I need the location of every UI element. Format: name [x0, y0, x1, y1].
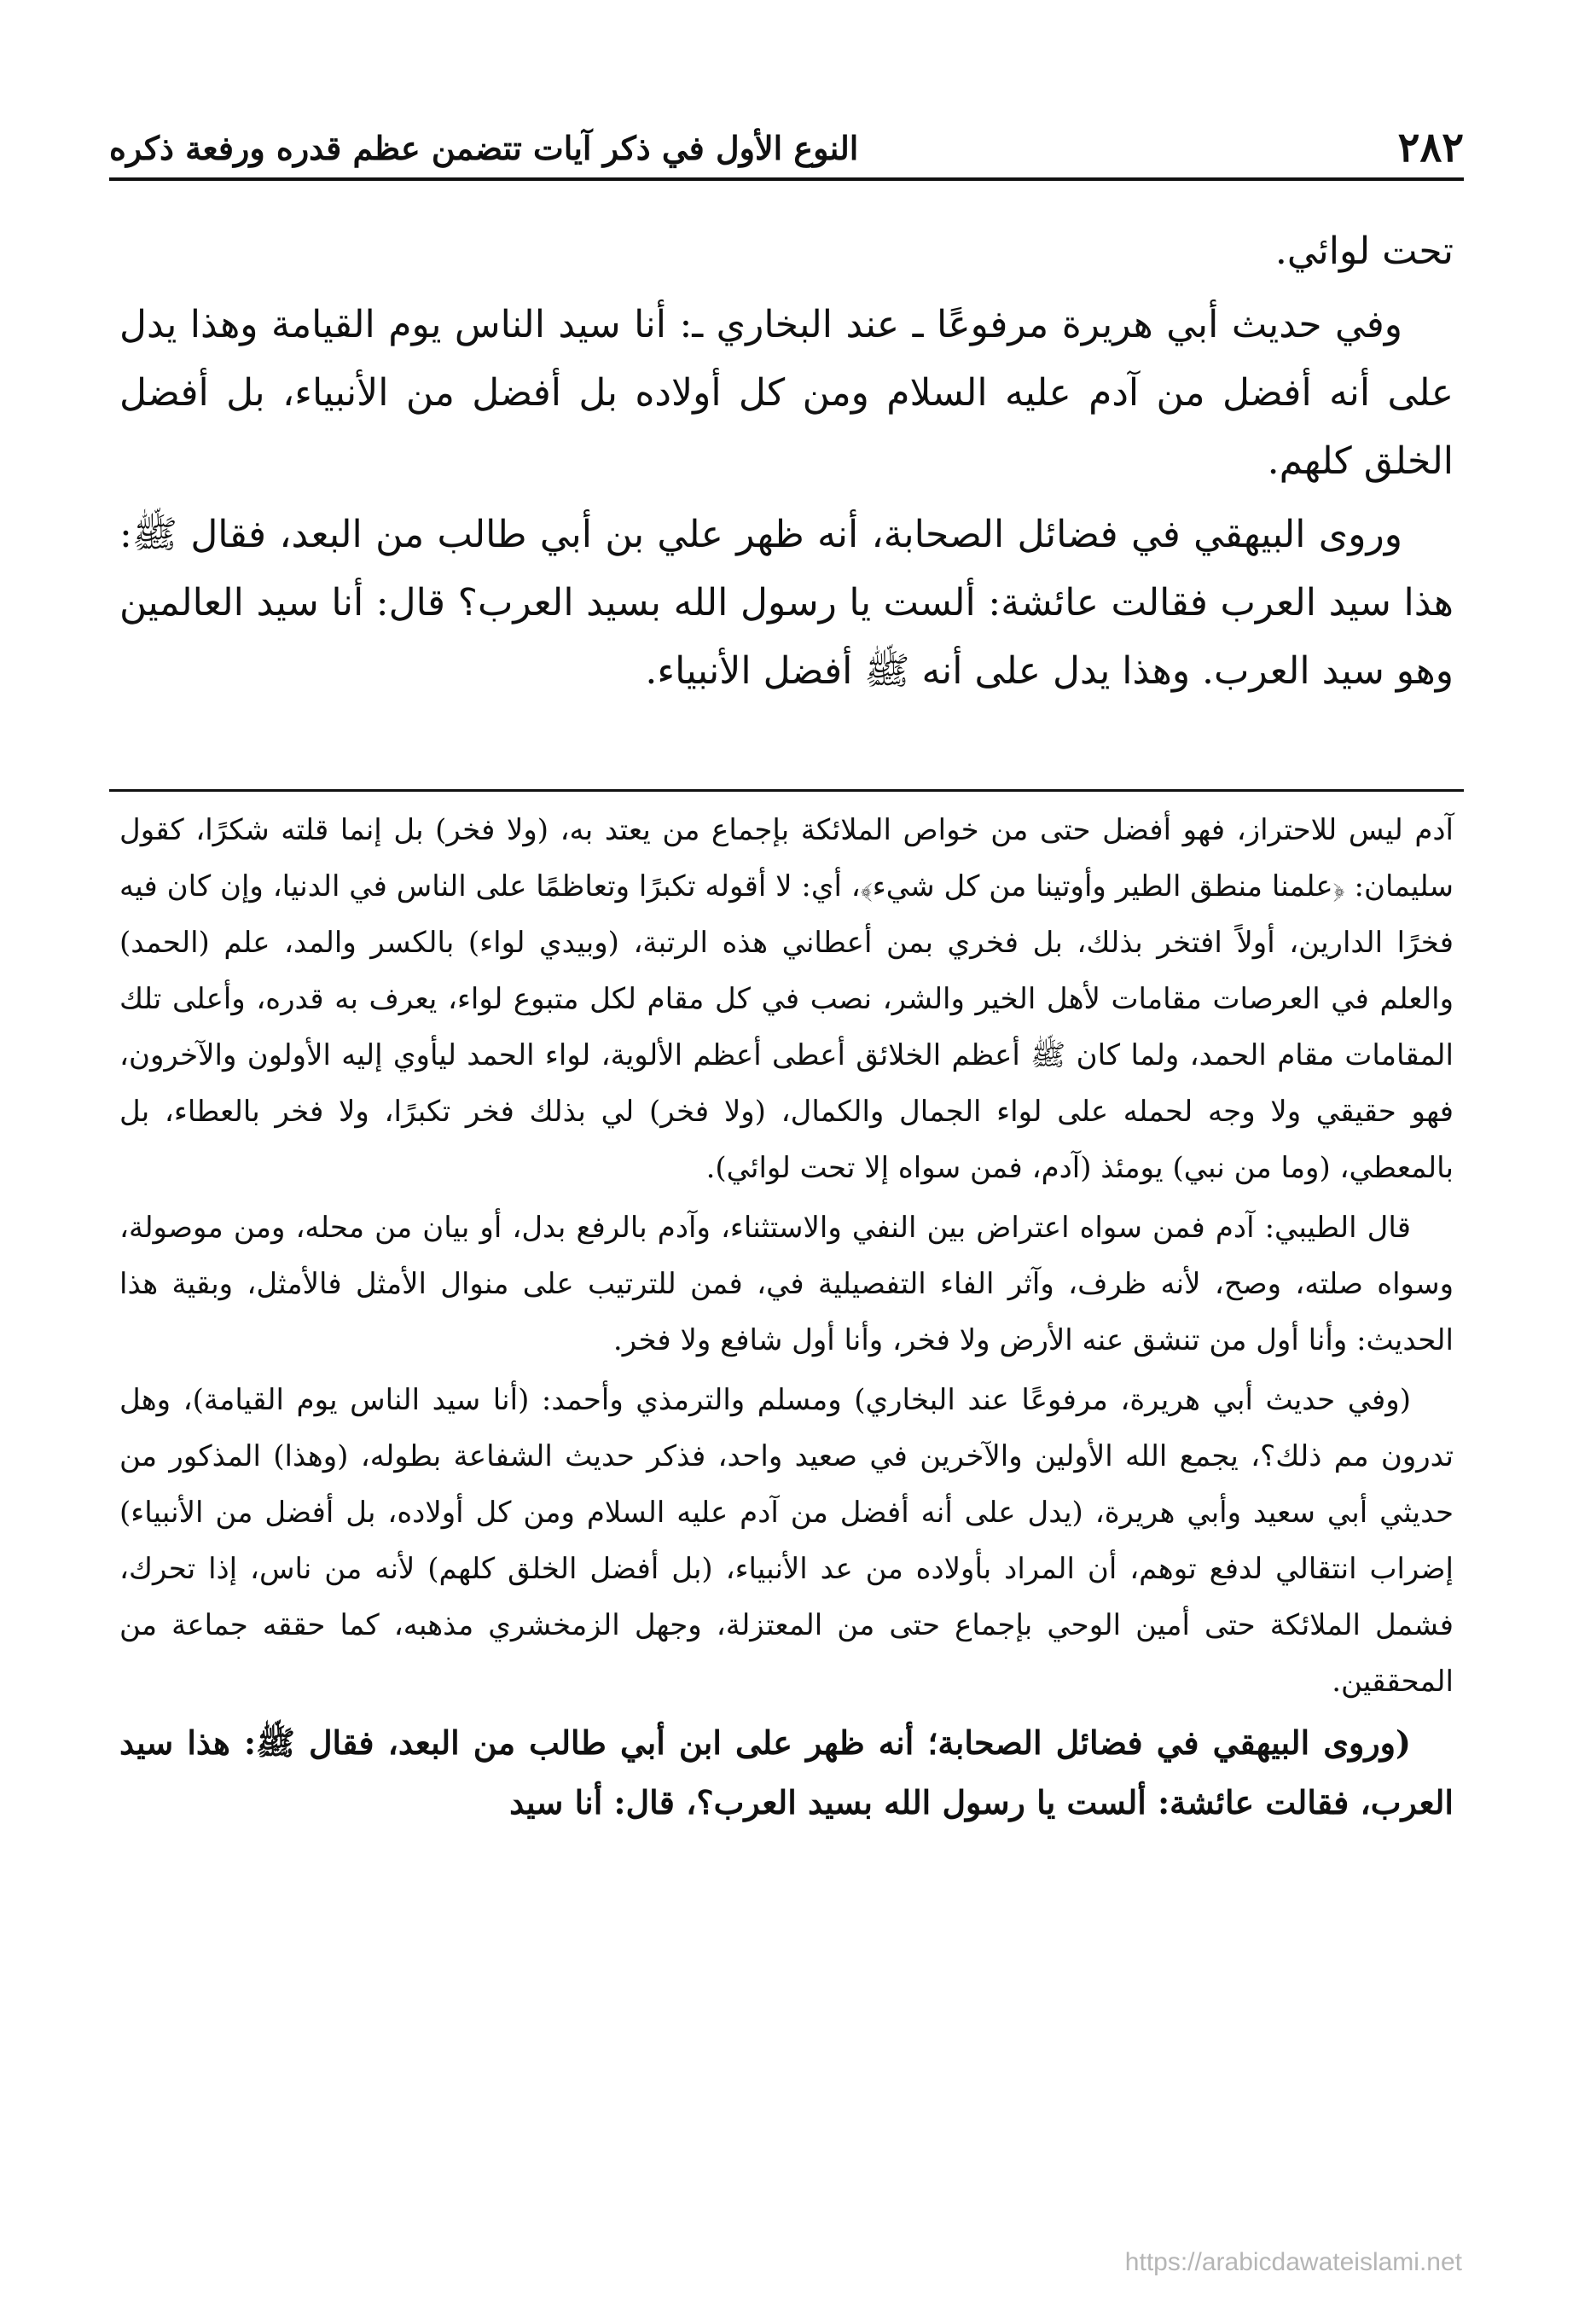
commentary-divider: [109, 789, 1464, 792]
main-paragraph: وروى البيهقي في فضائل الصحابة، أنه ظهر علي بن أبي طالب من البعد، فقال ﷺ: هذا سيد العرب فقالت عائشة: ألست يا رسول الله بسيد العرب؟ قال: أنا سيد العالمين وهو سيد العرب. وهذا يدل على أنه ﷺ أفضل الأنبياء.: [119, 513, 1454, 693]
page-number: ٢٨٢: [1397, 124, 1464, 171]
main-paragraph: تحت لوائي.: [1274, 229, 1454, 273]
commentary-paragraph: (وروى البيهقي في فضائل الصحابة؛ أنه ظهر على ابن أبي طالب من البعد، فقال ﷺ: هذا سيد العرب، فقالت عائشة: ألست يا رسول الله بسيد العرب؟، قال: أنا سيد: [119, 1723, 1454, 1821]
watermark-url: https://arabicdawateislami.net: [1124, 2248, 1462, 2276]
main-text: [119, 218, 1454, 711]
header-rule: [109, 177, 1464, 181]
running-title: النوع الأول في ذكر آيات تتضمن عظم قدره ورفعة ذكره: [109, 128, 859, 167]
commentary-paragraph: قال الطيبي: آدم فمن سواه اعتراض بين النفي والاستثناء، وآدم بالرفع بدل، أو بيان من محله، ومن موصولة، وسواه صلته، وصح، لأنه ظرف، وآثر الفاء التفصيلية في، فمن للترتيب على منوال الأمثل فالأمثل، وبقية هذا الحديث: وأنا أول من تنشق عنه الأرض ولا فخر، وأنا أول شافع ولا فخر.: [119, 1211, 1454, 1357]
main-paragraph: وفي حديث أبي هريرة مرفوعًا ـ عند البخاري ـ: أنا سيد الناس يوم القيامة وهذا يدل على أنه أفضل من آدم عليه السلام ومن كل أولاده بل أفضل من الأنبياء، بل أفضل الخلق كلهم.: [119, 303, 1454, 483]
commentary-text: [119, 802, 1454, 1836]
commentary-paragraph: آدم ليس للاحتراز، فهو أفضل حتى من خواص الملائكة بإجماع من يعتد به، (ولا فخر) بل إنما قلته شكرًا، كقول سليمان: ﴿علمنا منطق الطير وأوتينا من كل شيء﴾، أي: لا أقوله تكبرًا وتعاظمًا على الناس في الدنيا، وإن كان فيه فخرًا الدارين، أولاً افتخر بذلك، بل فخري بمن أعطاني هذه الرتبة، (وبيدي لواء) بالكسر والمد، علم (الحمد) والعلم في العرصات مقامات لأهل الخير والشر، نصب في كل مقام لكل متبوع لواء، يعرف به قدره، وأعلى تلك المقامات مقام الحمد، ولما كان ﷺ أعظم الخلائق أعطى أعظم الألوية، لواء الحمد ليأوي إليه الأولون والآخرون، فهو حقيقي ولا وجه لحمله على لواء الجمال والكمال، (ولا فخر) لي بذلك فخر تكبرًا، ولا فخر بالعطاء، بل بالمعطي، (وما من نبي) يومئذ (آدم، فمن سواه إلا تحت لوائي).: [119, 813, 1454, 1185]
commentary-paragraph: (وفي حديث أبي هريرة، مرفوعًا عند البخاري) ومسلم والترمذي وأحمد: (أنا سيد الناس يوم القيامة)، وهل تدرون مم ذلك؟، يجمع الله الأولين والآخرين في صعيد واحد، فذكر حديث الشفاعة بطوله، (وهذا) المذكور من حديثي أبي سعيد وأبي هريرة، (يدل على أنه أفضل من آدم عليه السلام ومن كل أولاده، بل أفضل من الأنبياء) إضراب انتقالي لدفع توهم، أن المراد بأولاده من عد الأنبياء، (بل أفضل الخلق كلهم) لأنه من ناس، إذا تحرك، فشمل الملائكة حتى أمين الوحي بإجماع حتى من المعتزلة، وجهل الزمخشري مذهبه، كما حققه جماعة من المحققين.: [119, 1383, 1454, 1699]
page-header: [109, 118, 1464, 177]
